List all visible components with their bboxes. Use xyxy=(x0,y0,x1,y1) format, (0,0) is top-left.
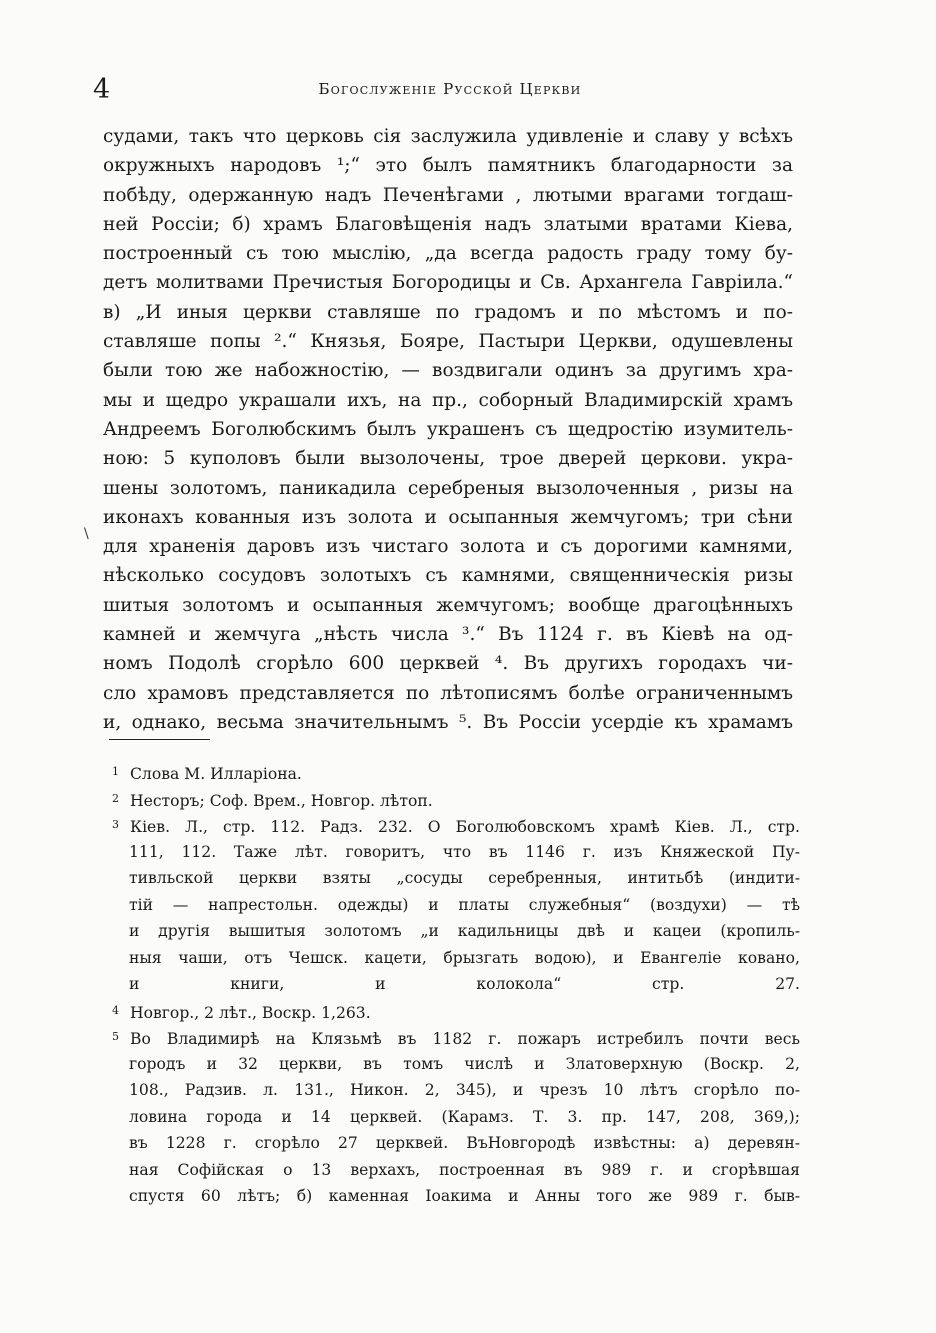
body-line: иконахъ кованныя изъ золота и осыпанныя жемчугомъ; три сѣни xyxy=(103,506,793,528)
body-line: побѣду, одержанную надъ Печенѣгами , лютыми врагами тогдаш- xyxy=(103,184,793,206)
footnote-number: 4 xyxy=(112,1003,119,1017)
footnote-text: Кіев. Л., стр. 112. Радз. 232. О Боголюбовскомъ храмѣ Кіев. Л., стр. xyxy=(130,818,800,836)
footnote-line xyxy=(112,786,800,813)
footnote-number: 5 xyxy=(112,1030,119,1043)
footnote-2 xyxy=(112,786,800,813)
footnote-3 xyxy=(112,812,800,998)
footnote-5 xyxy=(112,1024,800,1210)
body-line: построенный съ тою мыслію, „да всегда радость граду тому бу- xyxy=(103,243,793,265)
footnotes xyxy=(112,759,800,1210)
body-text xyxy=(103,122,793,737)
footnote-line: тивльской церкви взяты „сосуды серебренныя, интитьбѣ (индити- xyxy=(129,869,800,887)
footnote-text: Во Владимирѣ на Клязьмѣ въ 1182 г. пожаръ истребилъ почти весь xyxy=(130,1030,800,1048)
footnote-text: Слова М. Илларіона. xyxy=(130,765,302,783)
body-line: ней Россіи; б) храмъ Благовѣщенія надъ златыми вратами Кіева, xyxy=(103,213,793,235)
body-line: ною: 5 куполовъ были вызолочены, трое дверей церкови. укра- xyxy=(103,448,793,470)
footnote-line xyxy=(112,812,800,839)
footnote-text: Несторъ; Соф. Врем., Новгор. лѣтоп. xyxy=(130,791,433,810)
body-line: были тою же набожностію, — воздвигали одинъ за другимъ хра- xyxy=(103,360,793,382)
body-line: сло храмовъ представляется по лѣтописямъ болѣе ограниченнымъ xyxy=(103,682,793,704)
footnote-line: и другія вышитыя золотомъ „и кадильницы двѣ и кацеи (кропиль- xyxy=(129,922,800,940)
body-line: в) „И иныя церкви ставляше по градомъ и по мѣстомъ и по- xyxy=(103,301,793,323)
body-line: номъ Подолѣ сгорѣло 600 церквей ⁴. Въ другихъ городахъ чи- xyxy=(103,653,793,675)
body-line: мы и щедро украшали ихъ, на пр., соборный Владимирскій храмъ xyxy=(103,389,793,411)
running-title: Богослуженіе Русской Церкви xyxy=(318,80,582,98)
footnote-rule xyxy=(109,739,210,740)
footnote-line xyxy=(112,759,800,786)
footnote-line xyxy=(112,1024,800,1051)
body-line: и, однако, весьма значительнымъ ⁵. Въ Россіи усердіе къ храмамъ xyxy=(103,711,793,733)
footnote-number: 3 xyxy=(112,818,119,831)
footnote-line: тій — напрестольн. одежды) и платы служебныя“ (воздухи) — тѣ xyxy=(129,895,800,914)
footnote-text: Новгор., 2 лѣт., Воскр. 1,263. xyxy=(130,1003,371,1022)
body-line: шены золотомъ, паникадила серебреныя вызолоченныя , ризы на xyxy=(103,477,793,499)
footnote-line xyxy=(112,998,800,1025)
footnote-line: 111, 112. Таже лѣт. говоритъ, что въ 1146 г. изъ Княжеской Пу- xyxy=(129,842,800,861)
footnote-line: и книги, и колокола“ стр. 27. xyxy=(129,975,800,993)
body-line: Андреемъ Боголюбскимъ былъ украшенъ съ щедростію изумитель- xyxy=(103,418,793,440)
body-line: шитыя золотомъ и осыпанныя жемчугомъ; вообще драгоцѣнныхъ xyxy=(103,594,793,616)
body-line: камней и жемчуга „нѣсть числа ³.“ Въ 1124 г. въ Кіевѣ на од- xyxy=(103,624,793,646)
page-number: 4 xyxy=(93,74,111,105)
footnote-line: въ 1228 г. сгорѣло 27 церквей. ВъНовгородѣ извѣстны: а) деревян- xyxy=(129,1134,800,1152)
footnote-line: городъ и 32 церкви, въ томъ числѣ и Златоверхную (Воскр. 2, xyxy=(129,1054,800,1073)
body-line: судами, такъ что церковь сія заслужила удивленіе и славу у всѣхъ xyxy=(103,126,793,147)
body-line: ставляше попы ².“ Князья, Бояре, Пастыри Церкви, одушевлены xyxy=(103,331,793,353)
footnote-line: 108., Радзив. л. 131., Никон. 2, 345), и чрезъ 10 лѣтъ сгорѣло по- xyxy=(129,1081,800,1099)
footnote-line: ная Софійская о 13 верхахъ, построенная въ 989 г. и сгорѣвшая xyxy=(129,1160,800,1179)
footnote-4 xyxy=(112,998,800,1025)
footnote-number: 1 xyxy=(112,765,119,778)
footnote-line: ныя чаши, отъ Чешск. кацети, брызгать водою), и Евангеліе ковано, xyxy=(129,948,800,967)
body-line: для храненія даровъ изъ чистаго золота и съ дорогими камнями, xyxy=(103,536,793,558)
footnote-line: спустя 60 лѣтъ; б) каменная Іоакима и Анны того же 989 г. быв- xyxy=(129,1187,800,1205)
footnote-number: 2 xyxy=(112,791,119,805)
footnote-1 xyxy=(112,759,800,786)
body-line: детъ молитвами Пречистыя Богородицы и Св. Архангела Гавріила.“ xyxy=(103,272,793,294)
body-line: нѣсколько сосудовъ золотыхъ съ камнями, священническія ризы xyxy=(103,565,793,587)
footnote-line: ловина города и 14 церквей. (Карамз. Т. 3. пр. 147, 208, 369,); xyxy=(129,1107,800,1126)
body-line: окружныхъ народовъ ¹;“ это былъ памятникъ благодарности за xyxy=(103,155,793,177)
margin-mark: \ xyxy=(84,526,89,542)
